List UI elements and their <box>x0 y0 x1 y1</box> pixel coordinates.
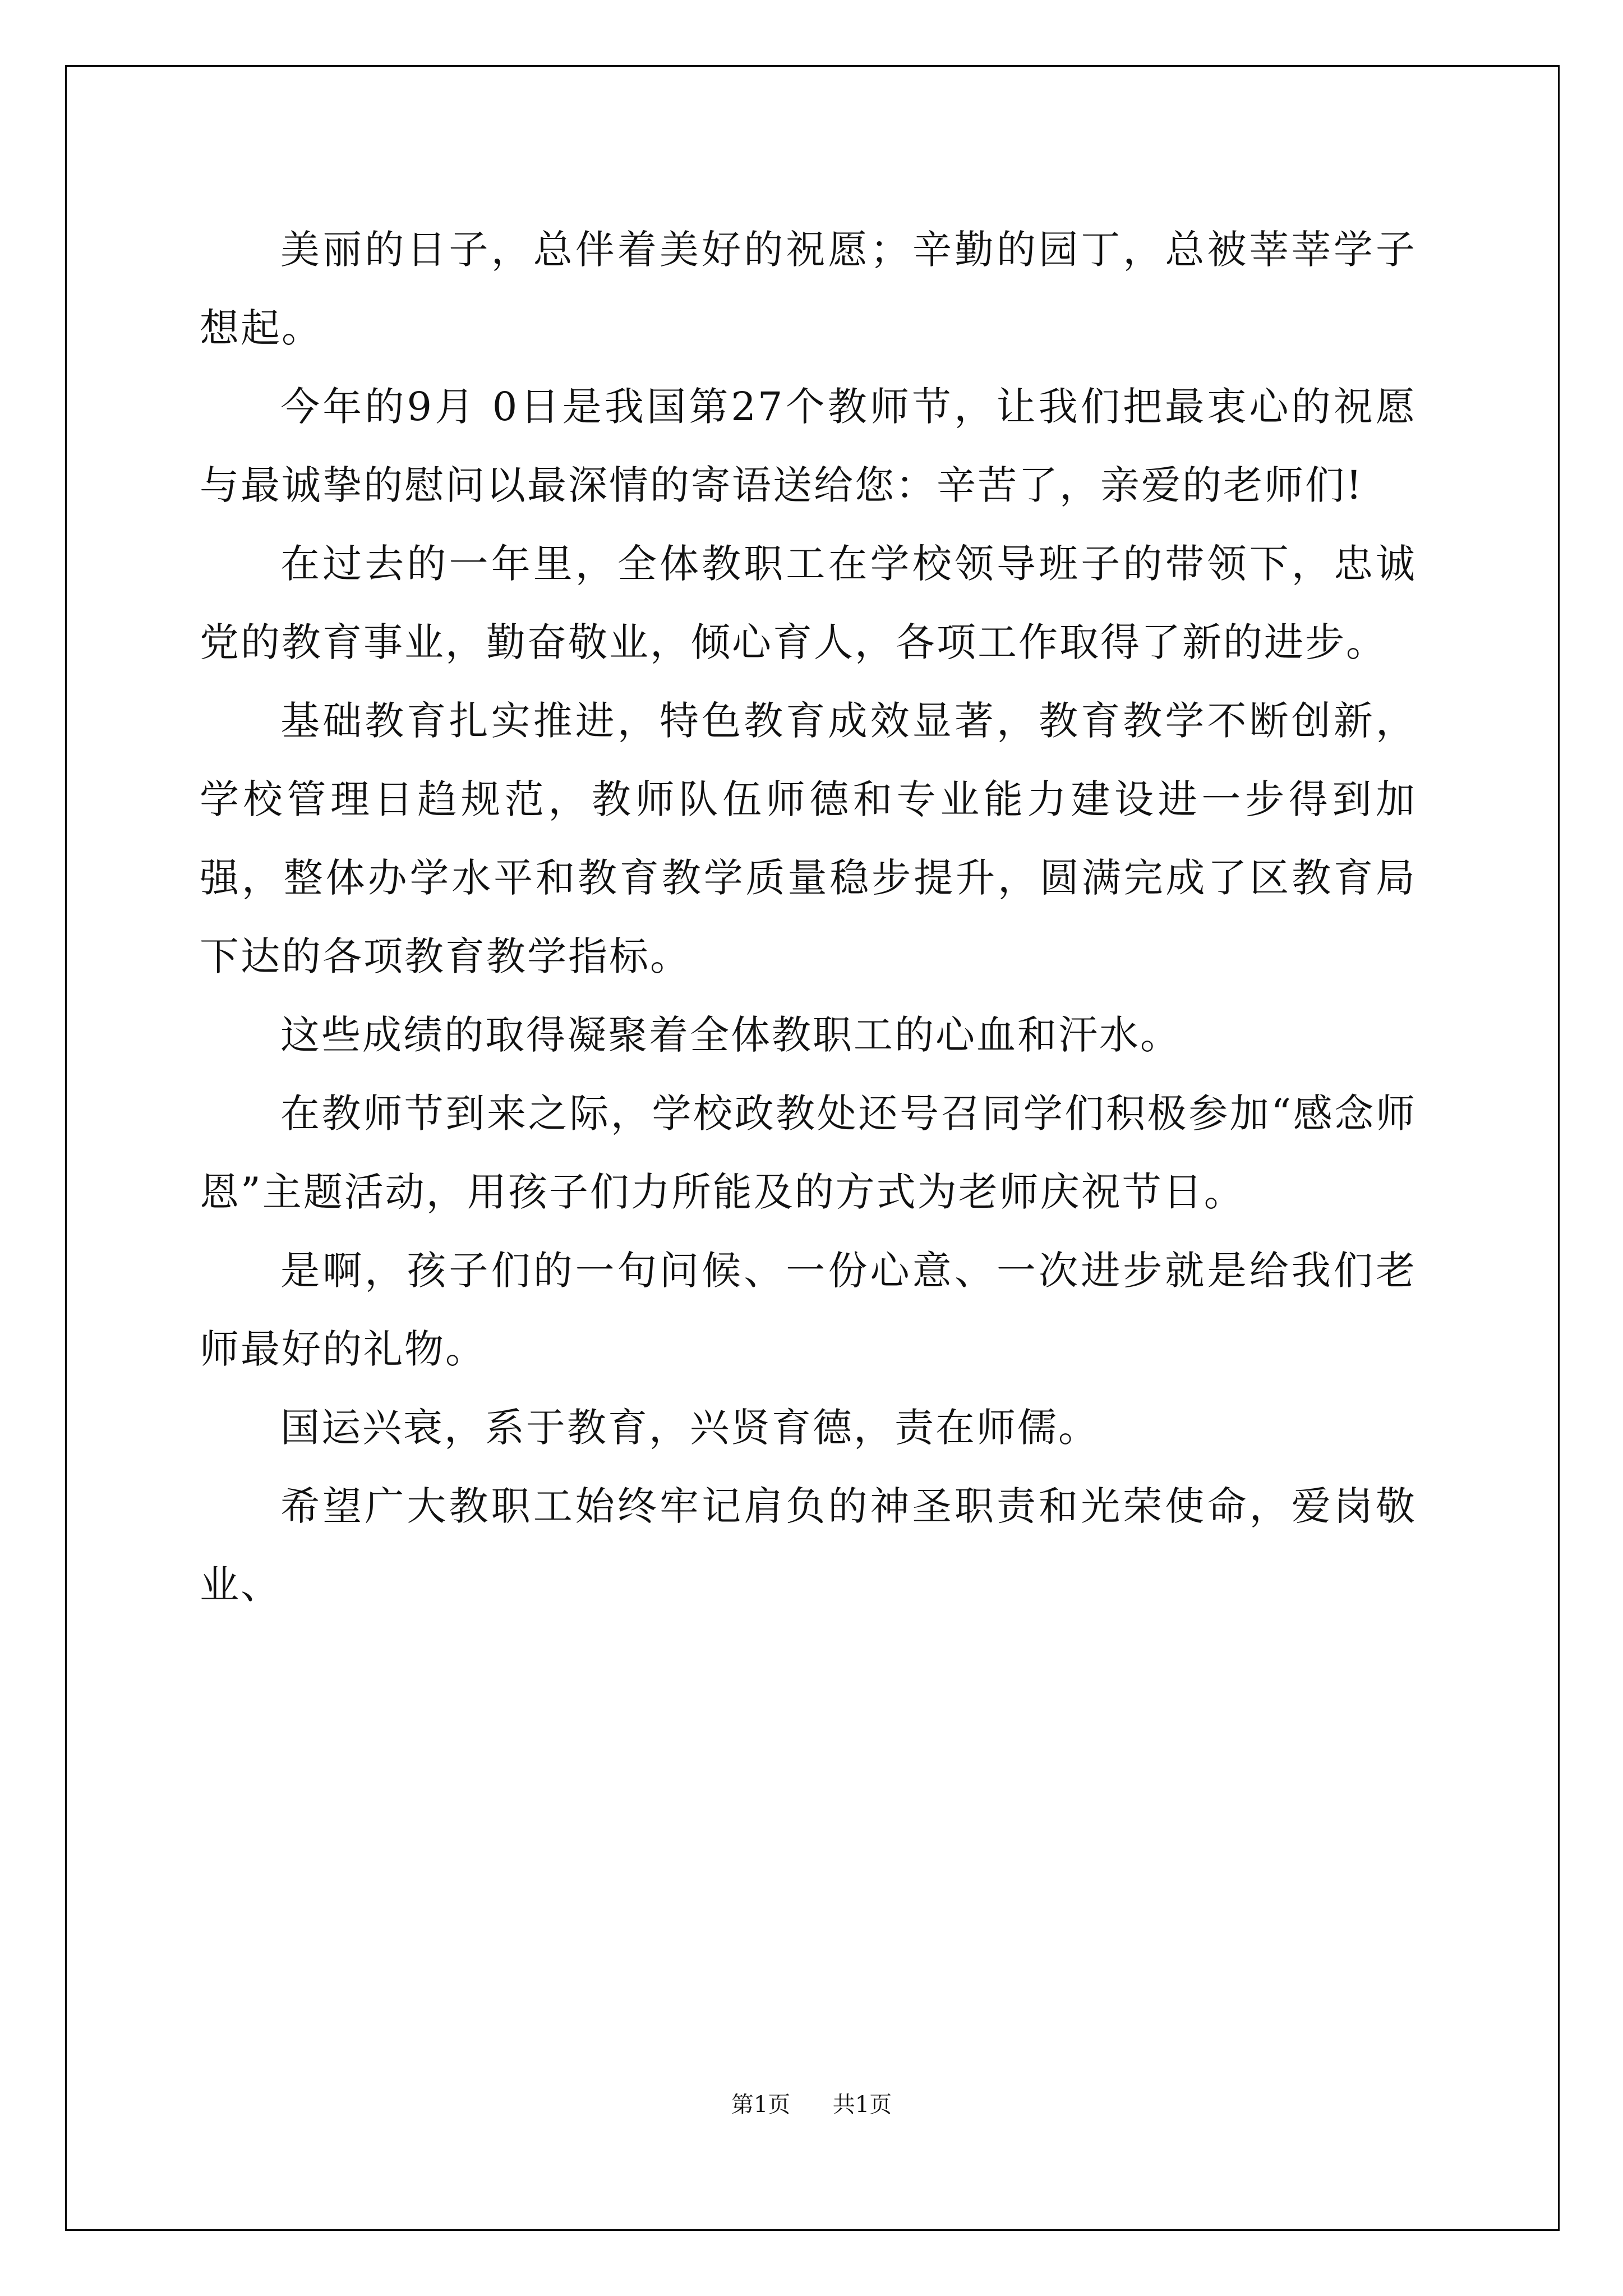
paragraph: 是啊，孩子们的一句问候、一份心意、一次进步就是给我们老师最好的礼物。 <box>200 1248 1417 1372</box>
paragraph: 在教师节到来之际，学校政教处还号召同学们积极参加“感念师恩”主题活动，用孩子们力所能及的方式为老师庆祝节日。 <box>200 1091 1417 1215</box>
paragraph: 今年的9月 0日是我国第27个教师节，让我们把最衷心的祝愿与最诚挚的慰问以最深情的寄语送给您：辛苦了，亲爱的老师们! <box>200 384 1417 508</box>
paragraph: 基础教育扎实推进，特色教育成效显著，教育教学不断创新，学校管理日趋规范，教师队伍师德和专业能力建设进一步得到加强，整体办学水平和教育教学质量稳步提升，圆满完成了区教育局下达的各项教育教学指标。 <box>200 698 1417 979</box>
paragraph: 国运兴衰，系于教育，兴贤育德，责在师儒。 <box>280 1405 1099 1451</box>
paragraph: 这些成绩的取得凝聚着全体教职工的心血和汗水。 <box>280 1012 1181 1058</box>
document-body <box>200 210 1417 1624</box>
page-footer <box>0 2087 1623 2119</box>
paragraph: 希望广大教职工始终牢记肩负的神圣职责和光荣使命，爱岗敬业、 <box>200 1483 1417 1608</box>
page-number: 第1页 <box>731 2092 791 2118</box>
paragraph: 美丽的日子，总伴着美好的祝愿；辛勤的园丁，总被莘莘学子想起。 <box>200 227 1417 351</box>
page-total: 共1页 <box>832 2092 892 2118</box>
paragraph: 在过去的一年里，全体教职工在学校领导班子的带领下，忠诚党的教育事业，勤奋敬业，倾心育人，各项工作取得了新的进步。 <box>200 541 1417 665</box>
